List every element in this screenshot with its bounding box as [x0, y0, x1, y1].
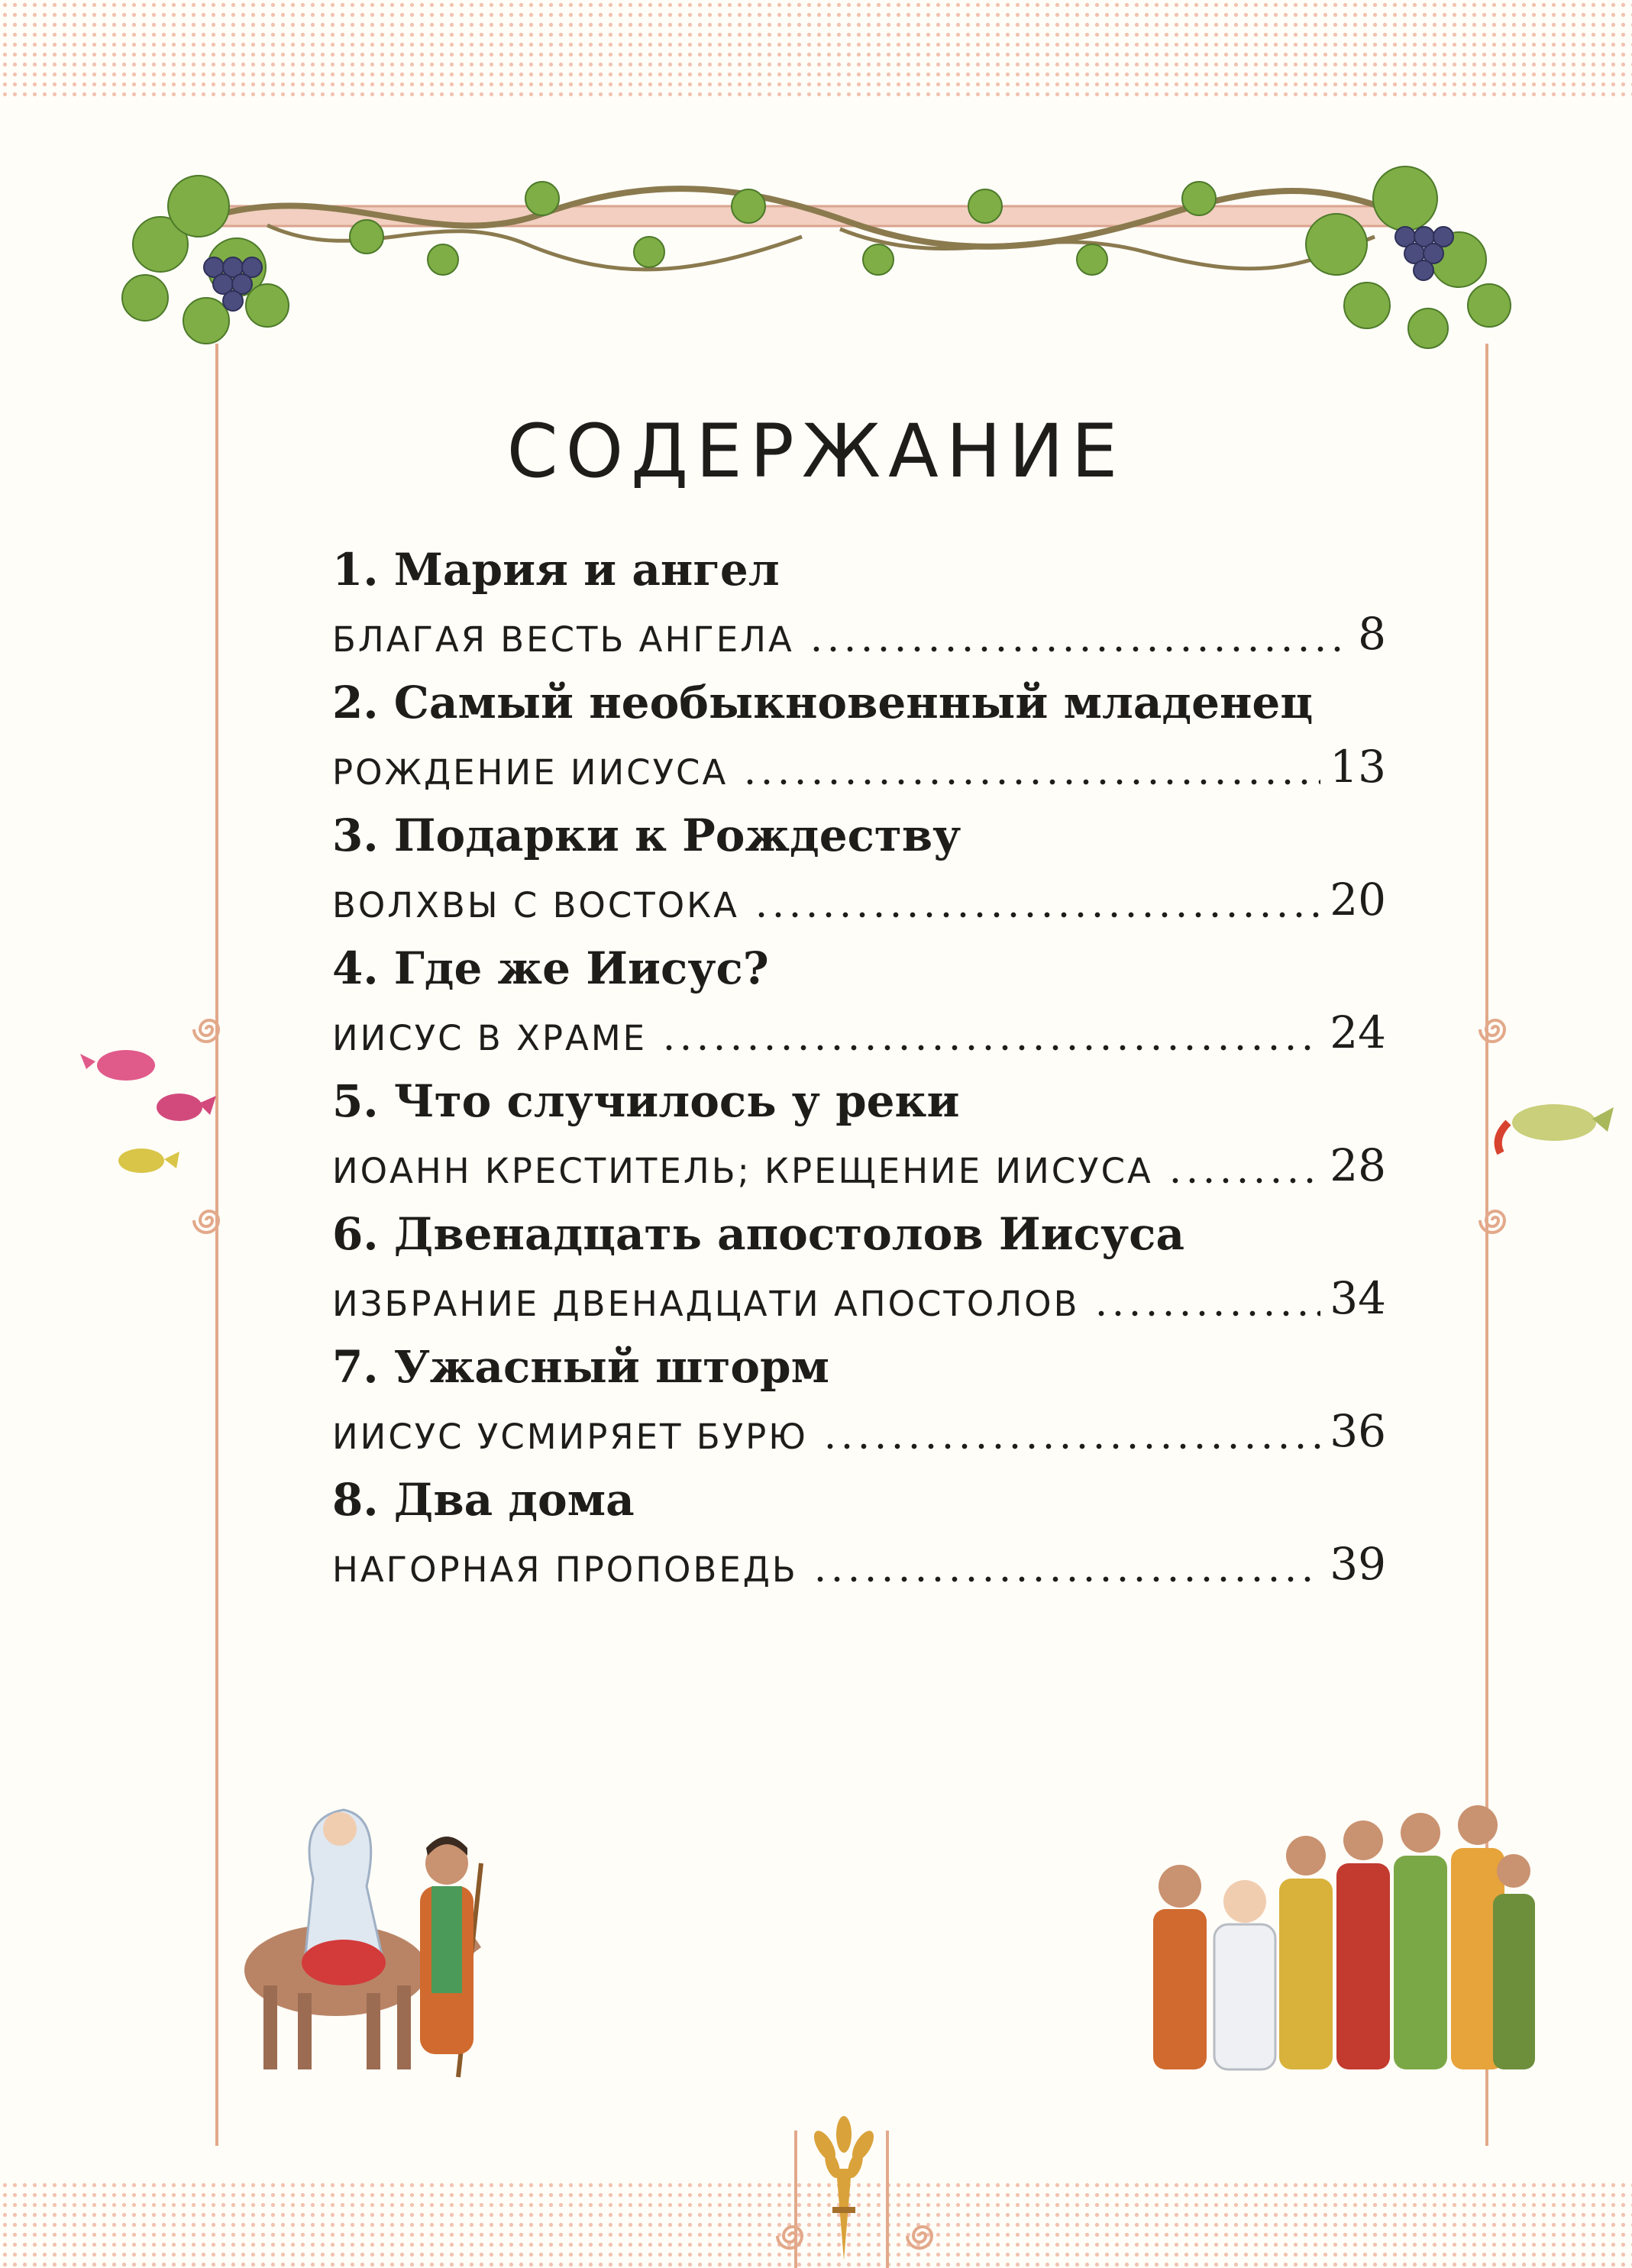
toc-entry-subtitle: БЛАГАЯ ВЕСТЬ АНГЕЛА — [332, 619, 794, 660]
toc-page-number: 8 — [1358, 608, 1386, 660]
toc-page-number: 36 — [1330, 1405, 1386, 1457]
toc-entry[interactable] — [332, 544, 1386, 677]
toc-leader-dots — [822, 1443, 1320, 1449]
table-of-contents — [332, 544, 1386, 1607]
toc-entry-subtitle: ИОАНН КРЕСТИТЕЛЬ; КРЕЩЕНИЕ ИИСУСА — [332, 1151, 1153, 1191]
toc-entry-subtitle: ИИСУС УСМИРЯЕТ БУРЮ — [332, 1417, 808, 1457]
bird-icon — [80, 1023, 218, 1184]
toc-entry[interactable] — [332, 1075, 1386, 1208]
toc-entry-subtitle: НАГОРНАЯ ПРОПОВЕДЬ — [332, 1549, 798, 1590]
toc-entry-subtitle: ИИСУС В ХРАМЕ — [332, 1018, 648, 1058]
toc-entry[interactable] — [332, 1341, 1386, 1474]
top-dot-border — [0, 0, 1632, 99]
grapevine-icon — [115, 153, 1520, 405]
toc-page-number: 28 — [1330, 1139, 1386, 1191]
journey-illustration — [191, 1772, 573, 2092]
toc-page-number: 34 — [1330, 1272, 1386, 1324]
toc-leader-dots — [812, 1576, 1320, 1582]
page-title: СОДЕРЖАНИЕ — [506, 409, 1126, 494]
toc-leader-dots — [808, 646, 1346, 652]
toc-entry-title: 5. Что случилось у реки — [332, 1075, 960, 1127]
toc-entry[interactable] — [332, 942, 1386, 1075]
frame-bottom-right-line — [886, 2131, 889, 2268]
spiral-ornament-icon — [1474, 1199, 1517, 1242]
toc-entry-title: 6. Двенадцать апостолов Иисуса — [332, 1208, 1185, 1260]
toc-entry[interactable] — [332, 1208, 1386, 1341]
toc-page-number: 39 — [1330, 1538, 1386, 1590]
toc-entry-subtitle: ИЗБРАНИЕ ДВЕНАДЦАТИ АПОСТОЛОВ — [332, 1284, 1080, 1324]
toc-entry-title: 7. Ужасный шторм — [332, 1341, 829, 1393]
toc-entry-subtitle: РОЖДЕНИЕ ИИСУСА — [332, 752, 729, 793]
wheat-sheaf-icon — [802, 2108, 886, 2260]
toc-page-number: 13 — [1330, 741, 1386, 793]
toc-page-number: 20 — [1330, 874, 1386, 926]
toc-leader-dots — [1167, 1178, 1320, 1184]
toc-leader-dots — [1093, 1310, 1320, 1317]
spiral-ornament-icon — [1474, 1008, 1517, 1051]
toc-entry-title: 3. Подарки к Рождеству — [332, 809, 961, 861]
toc-entry-title: 1. Мария и ангел — [332, 544, 780, 596]
bird-icon — [1485, 1077, 1615, 1168]
toc-entry-title: 4. Где же Иисус? — [332, 942, 769, 994]
toc-entry-title: 8. Два дома — [332, 1474, 635, 1526]
apostles-illustration — [1146, 1772, 1543, 2092]
toc-entry[interactable] — [332, 677, 1386, 809]
toc-entry[interactable] — [332, 1474, 1386, 1607]
toc-page-number: 24 — [1330, 1006, 1386, 1058]
toc-leader-dots — [753, 912, 1320, 918]
spiral-ornament-icon — [901, 2215, 944, 2257]
toc-entry-title: 2. Самый необыкновенный младенец — [332, 677, 1314, 729]
toc-entry-subtitle: ВОЛХВЫ С ВОСТОКА — [332, 885, 739, 926]
spiral-ornament-icon — [188, 1199, 231, 1242]
toc-entry[interactable] — [332, 809, 1386, 942]
toc-leader-dots — [661, 1045, 1320, 1051]
toc-leader-dots — [742, 779, 1320, 785]
